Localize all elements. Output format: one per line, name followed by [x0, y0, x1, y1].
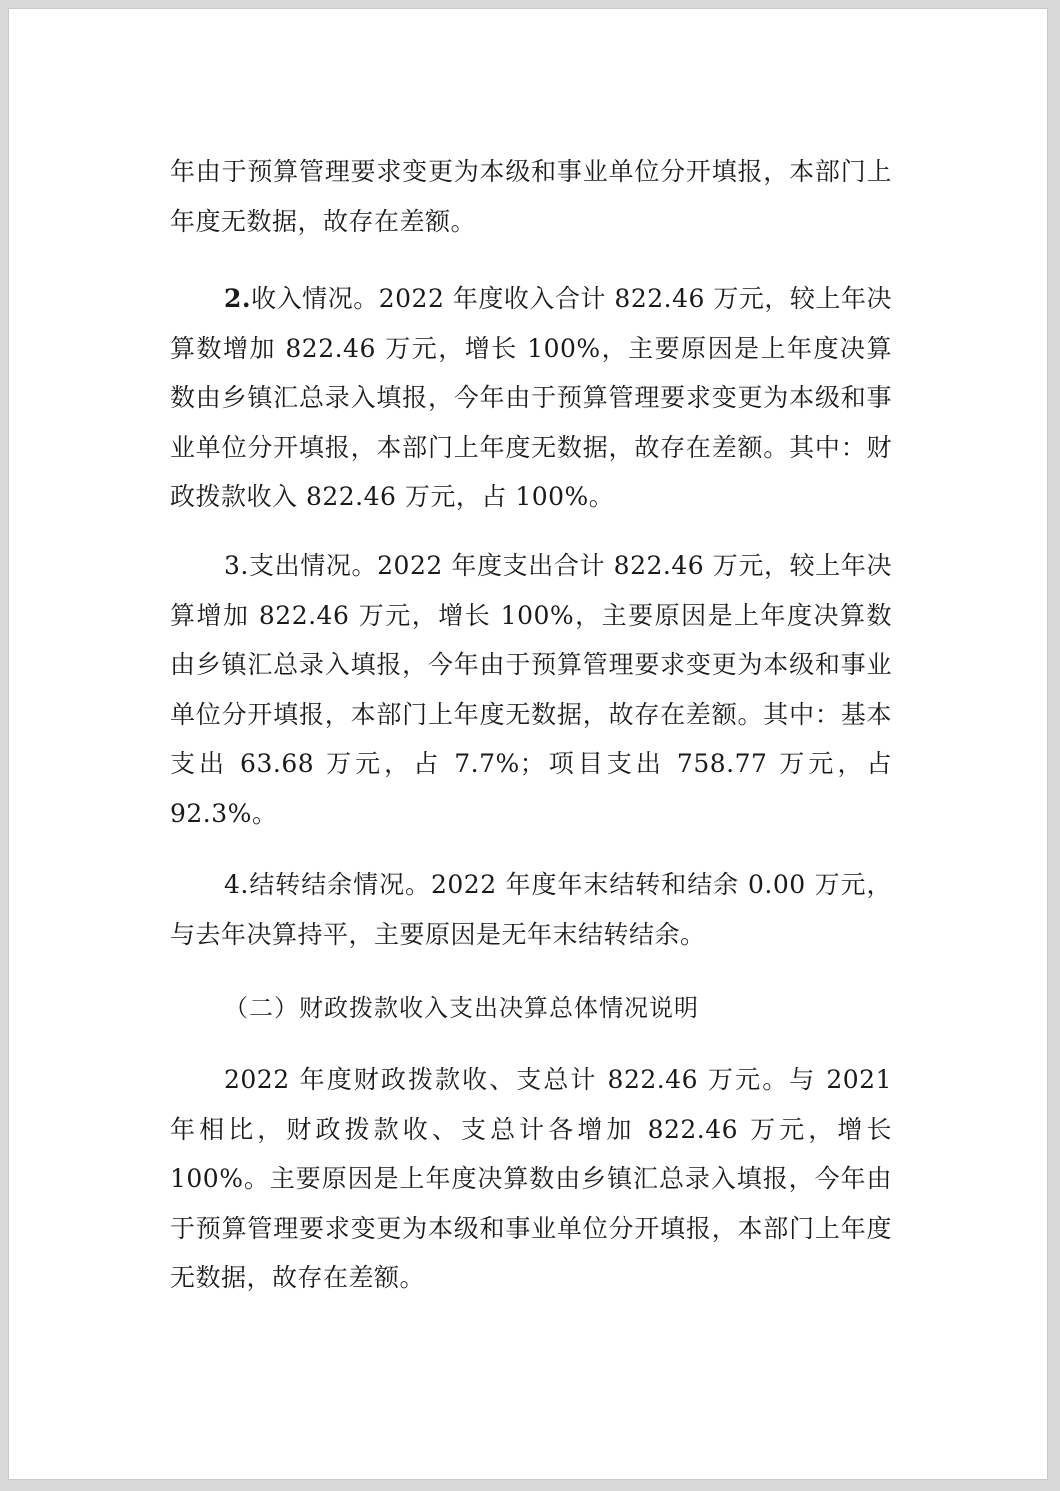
continuation-paragraph: [170, 147, 892, 246]
carryover-text: 结转结余情况。2022 年度年末结转和结余 0.00 万元，与去年决算持平，主要原因是无年末结转结余。: [170, 870, 892, 949]
continuation-text: 年由于预算管理要求变更为本级和事业单位分开填报，本部门上年度无数据，故存在差额。: [170, 157, 892, 236]
expenditure-number: 3.: [224, 551, 249, 580]
summary-paragraph: [170, 1055, 892, 1303]
carryover-number: 4.: [224, 870, 249, 899]
expenditure-text: 支出情况。2022 年度支出合计 822.46 万元，较上年决算增加 822.46 万元，增长 100%，主要原因是上年度决算数由乡镇汇总录入填报，今年由于预算管理要求变更为本级和事业单位分开填报，本部门上年度无数据，故存在差额。其中：基本支出 63.68 万元，占 7.7%；项目支出 758.77 万元，占 92.3%。: [170, 551, 892, 828]
income-paragraph: [170, 274, 892, 522]
section-heading: （二）财政拨款收入支出决算总体情况说明: [224, 994, 699, 1022]
expenditure-paragraph: [170, 541, 892, 838]
document-page: [8, 8, 1048, 1480]
summary-text: 2022 年度财政拨款收、支总计 822.46 万元。与 2021 年相比，财政拨款收、支总计各增加 822.46 万元，增长 100%。主要原因是上年度决算数由乡镇汇总录入填报，今年由于预算管理要求变更为本级和事业单位分开填报，本部门上年度无数据，故存在差额。: [170, 1065, 892, 1292]
carryover-paragraph: [170, 860, 892, 959]
income-text: 收入情况。2022 年度收入合计 822.46 万元，较上年决算数增加 822.46 万元，增长 100%，主要原因是上年度决算数由乡镇汇总录入填报，今年由于预算管理要求变更为本级和事业单位分开填报，本部门上年度无数据，故存在差额。其中：财政拨款收入 822.46 万元，占 100%。: [170, 284, 892, 511]
income-number: 2.: [224, 284, 252, 313]
